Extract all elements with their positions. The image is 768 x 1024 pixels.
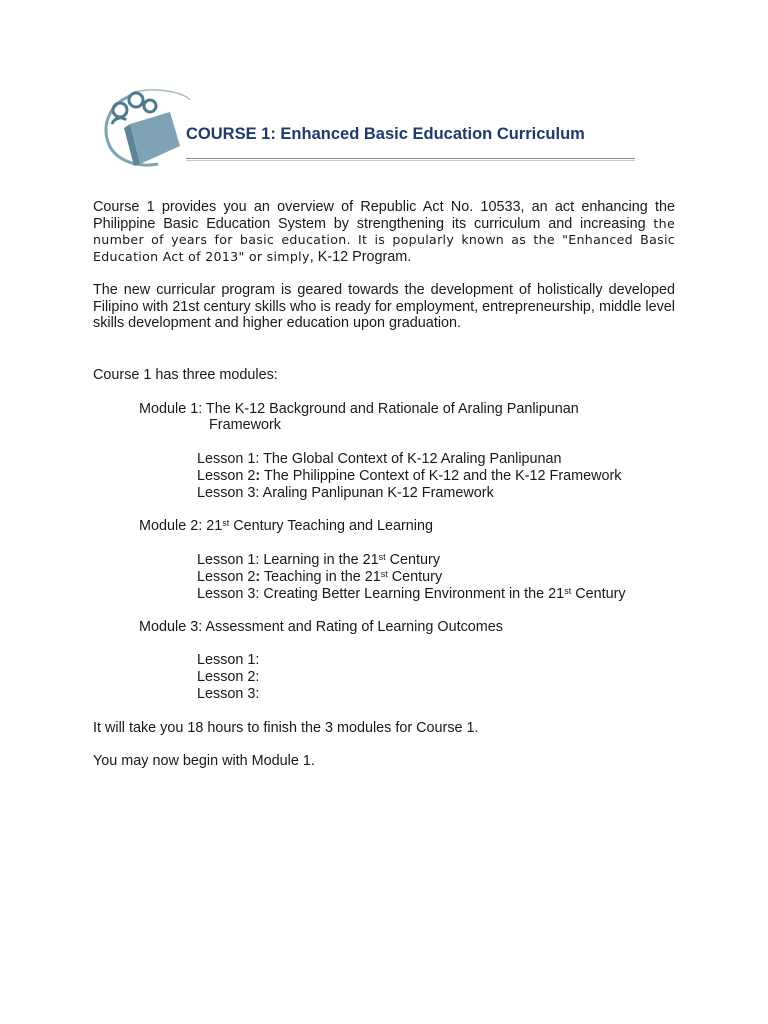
module-1-lesson-1: Lesson 1: The Global Context of K-12 Araling Panlipunan: [197, 451, 562, 467]
program-paragraph: The new curricular program is geared towards the development of holistically developed Filipino with 21st century skills who is ready for employment, entrepreneurship, middle level skills development and higher education upon graduation.: [93, 282, 675, 332]
duration-note: It will take you 18 hours to finish the 3 modules for Course 1.: [93, 720, 479, 736]
lesson-text: The Philippine Context of K-12 and the K-12 Framework: [260, 468, 622, 484]
module-3-lesson-3: Lesson 3:: [197, 686, 260, 702]
lesson-label: Lesson 2: [197, 468, 256, 484]
module-3-lesson-2: Lesson 2:: [197, 669, 260, 685]
intro-text-b: the number of years for basic education. It is popularly known as the "Enhanced Basic Education Act of 2013" or simply: [93, 215, 675, 265]
lesson-text: Lesson 3: Creating Better Learning Environment in the 21: [197, 586, 565, 602]
superscript: st: [222, 518, 230, 528]
modules-intro: Course 1 has three modules:: [93, 367, 278, 383]
module-2-title-b: Century Teaching and Learning: [229, 518, 433, 534]
module-3-title: Module 3: Assessment and Rating of Learning Outcomes: [139, 619, 503, 635]
title-divider: [186, 158, 635, 159]
intro-text-a: Course 1 provides you an overview of Republic Act No. 10533, an act enhancing the Philippine Basic Education System by strengthening its curriculum and increasing: [93, 199, 675, 232]
intro-text-c: , K-12 Program.: [309, 249, 412, 266]
module-1-title-cont: Framework: [209, 417, 281, 433]
module-3-lesson-1: Lesson 1:: [197, 652, 260, 668]
intro-paragraph: [93, 199, 675, 266]
module-2-title: [139, 518, 433, 535]
lesson-colon: :: [255, 468, 261, 484]
title-divider-shadow: [186, 160, 635, 161]
lesson-text: Lesson 1: Learning in the 21: [197, 552, 379, 568]
superscript: st: [380, 569, 388, 579]
module-1-lesson-2: [197, 468, 622, 485]
module-2-lesson-1: [197, 552, 440, 569]
module-1-lesson-3: Lesson 3: Araling Panlipunan K-12 Framework: [197, 485, 494, 501]
module-1-title: Module 1: The K-12 Background and Rationale of Araling Panlipunan: [139, 401, 579, 417]
lesson-text: Century: [385, 552, 441, 568]
page-title: COURSE 1: Enhanced Basic Education Curriculum: [186, 125, 585, 143]
course-header: [100, 84, 640, 174]
lesson-text: Teaching in the 21: [260, 569, 381, 585]
module-2-lesson-2: [197, 569, 442, 586]
begin-note: You may now begin with Module 1.: [93, 753, 315, 769]
course-logo-icon: [100, 84, 192, 172]
lesson-colon: :: [255, 569, 261, 585]
lesson-label: Lesson 2: [197, 569, 256, 585]
lesson-text: Century: [571, 586, 626, 602]
lesson-text: Century: [387, 569, 443, 585]
module-2-title-a: Module 2: 21: [139, 518, 223, 534]
superscript: st: [564, 586, 572, 596]
module-2-lesson-3: [197, 586, 626, 603]
superscript: st: [378, 552, 386, 562]
